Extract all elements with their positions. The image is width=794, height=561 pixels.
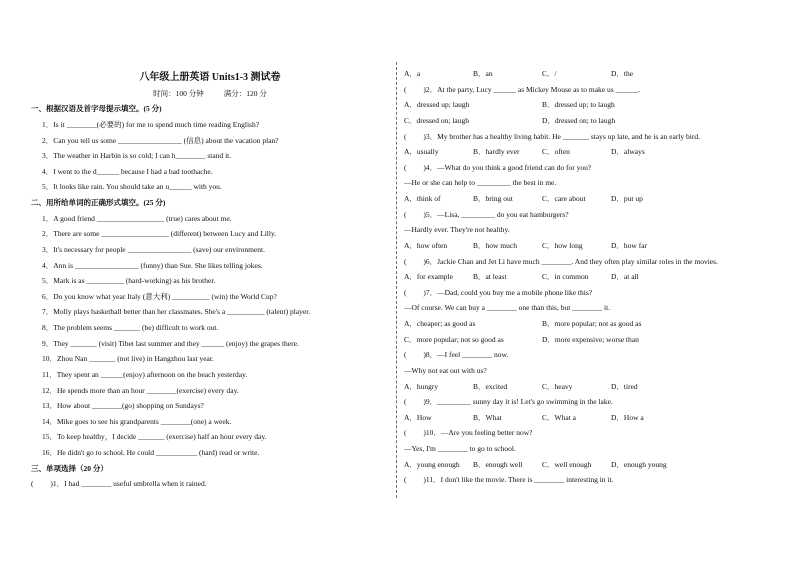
exam-info [31, 86, 389, 102]
answer-options-8 [404, 379, 764, 395]
option-a: A．think of [404, 194, 441, 203]
answer-options-6 [404, 269, 764, 285]
option-c: C．well enough [542, 459, 592, 469]
word-form-item: 16．He didn't go to school. He could ___________ (hard) read or write. [42, 448, 260, 457]
option-b: B．hardly ever [473, 147, 520, 157]
answer-options-9 [404, 410, 764, 426]
word-form-item: 6．Do you know what year Italy (意大利) __________ (win) the World Cup? [42, 291, 277, 301]
option-a: A．cheaper; as good as [404, 319, 476, 328]
answer-options-2-row1 [404, 97, 764, 113]
word-form-item: 2．There are some __________________ (different) between Lucy and Lilly. [42, 229, 277, 239]
option-c: C．What a [542, 412, 576, 422]
answer-options-7-row2 [404, 332, 764, 348]
fill-in-item: 3．The weather in Harbin is so cold; I can h________ stand it. [42, 151, 232, 161]
option-a: A．usually [404, 147, 439, 157]
word-form-item: 12．He spends more than an hour ________(exercise) every day. [42, 385, 239, 395]
option-b: B．dressed up; to laugh [542, 100, 615, 110]
word-form-item: 13．How about ________(go) shopping on Sundays? [42, 401, 204, 411]
option-c: C．dressed on; laugh [404, 115, 469, 125]
option-a: A．a [404, 69, 421, 78]
fill-in-item: 1．Is it ________(必要的) for me to spend much time reading English? [42, 119, 260, 129]
page-title: 八年级上册英语 Units1-3 测试卷 [139, 72, 281, 83]
option-d: D．How a [611, 412, 644, 422]
option-c: C．often [542, 147, 570, 157]
option-a: A．How [404, 412, 432, 422]
question-stem-9: ( )9．_________ sunny day it is! Let's go swimming in the lake. [404, 397, 613, 407]
word-form-item: 9．They _______ (visit) Tibet last summer and they ______ (enjoy) the grapes there. [42, 338, 299, 348]
option-d: D．enough young [611, 459, 667, 469]
answer-options-3 [404, 144, 764, 160]
section-heading-3: 三、单项选择（20 分） [31, 463, 108, 473]
option-d: D．at all [611, 272, 639, 282]
right-column [404, 66, 764, 488]
question-reply-8: —Why not eat out with us? [404, 365, 487, 375]
left-column [31, 70, 389, 492]
answer-options-4 [404, 191, 764, 207]
question-stem-11: ( )11．I don't like the movie. There is ________ interesting in it. [404, 475, 614, 485]
word-form-item: 7．Molly plays basketball better than her classmates. She's a __________ (talent) player. [42, 307, 311, 317]
word-form-item: 14．Mike goes to see his grandparents ________(one) a week. [42, 416, 232, 426]
option-d: D．tired [611, 381, 638, 391]
exam-full-score: 满分：120 分 [223, 88, 267, 98]
option-c: C．heavy [542, 381, 573, 391]
fill-in-item: 5．It looks like rain. You should take an u______ with you. [42, 182, 222, 192]
option-b: B．at least [473, 272, 507, 282]
question-reply-4: —He or she can help to _________ the best in me. [404, 178, 557, 188]
question-stem-6: ( )6．Jackie Chan and Jet Li have much ________. And they often play similar roles in the movies. [404, 256, 718, 266]
option-d: D．more expensive; worse than [542, 334, 639, 344]
answer-options-2-row2 [404, 113, 764, 129]
option-d: D．how far [611, 240, 648, 250]
question-stem-8: ( )8．—I feel ________ now. [404, 350, 509, 360]
word-form-item: 3．It's necessary for people _________________ (save) our environment. [42, 244, 265, 254]
option-d: D．the [611, 69, 634, 78]
question-stem-4: ( )4．—What do you think a good friend can do for you? [404, 162, 592, 172]
option-a: A．young enough [404, 459, 460, 469]
option-b: B．bring out [473, 194, 513, 203]
question-reply-5: —Hardly ever. They're not healthy. [404, 225, 510, 235]
column-divider [396, 62, 397, 498]
section-heading-2: 二、用所给单词的正确形式填空。(25 分) [31, 198, 166, 207]
word-form-item: 4．Ann is _________________ (funny) than Sue. She likes telling jokes. [42, 260, 263, 270]
option-a: A．hungry [404, 381, 439, 391]
option-c: C．how long [542, 240, 583, 250]
question-stem-1: ( )1．I had ________ useful umbrella when it rained. [31, 479, 207, 489]
option-b: B．more popular; not as good as [542, 319, 642, 328]
option-c: C．in common [542, 272, 589, 282]
option-a: A．how often [404, 240, 448, 250]
answer-options-10 [404, 457, 764, 473]
question-stem-3: ( )3．My brother has a healthy living habit. He _______ stays up late, and he is an early bird. [404, 131, 700, 141]
fill-in-item: 2．Can you tell us some _________________ (信息) about the vacation plan? [42, 135, 279, 145]
option-a: A．for example [404, 272, 453, 282]
option-b: B．an [473, 69, 493, 78]
question-stem-2: ( )2．At the party, Lucy ______ as Mickey Mouse as to make us ______. [404, 84, 640, 94]
option-b: B．enough well [473, 459, 523, 469]
question-stem-5: ( )5．—Lisa, _________ do you eat hamburgers? [404, 209, 569, 219]
answer-options-1 [404, 66, 764, 82]
exam-time: 时间：100 分钟 [153, 88, 204, 98]
word-form-item: 1．A good friend __________________ (true) cares about me. [42, 213, 232, 223]
word-form-item: 11．They spent an ______(enjoy) afternoon on the beach yesterday. [42, 369, 248, 379]
question-reply-7: —Of course. We can buy a ________ one than this, but ________ it. [404, 303, 611, 313]
option-d: D．dressed on; to laugh [542, 115, 616, 125]
section-heading-1: 一、根据汉语及首字母提示填空。(5 分) [31, 104, 162, 114]
word-form-item: 5．Mark is as __________ (hard-working) as his brother. [42, 276, 216, 286]
answer-options-5 [404, 238, 764, 254]
question-stem-7: ( )7．—Dad, could you buy me a mobile phone like this? [404, 287, 593, 297]
option-b: B．excited [473, 381, 508, 391]
option-c: C．care about [542, 194, 586, 203]
word-form-item: 10．Zhou Nan _______ (not live) in Hangzhou last year. [42, 354, 214, 364]
option-d: D．put up [611, 194, 643, 203]
option-d: D．always [611, 147, 645, 157]
answer-options-7-row1 [404, 316, 764, 332]
question-reply-10: —Yes, I'm ________ to go to school. [404, 444, 516, 453]
option-a: A．dressed up; laugh [404, 100, 470, 110]
question-stem-10: ( )10．—Are you feeling better now? [404, 428, 533, 438]
word-form-item: 8．The problem seems _______ (be) difficult to work out. [42, 323, 219, 332]
option-b: B．What [473, 412, 502, 422]
option-b: B．how much [473, 240, 517, 250]
option-c: C．/ [542, 69, 557, 78]
word-form-item: 15．To keep healthy，I decide _______ (exercise) half an hour every day. [42, 432, 267, 442]
fill-in-item: 4．I went to the d______ because I had a bad toothache. [42, 166, 213, 176]
option-c: C．more popular; not so good as [404, 334, 504, 344]
